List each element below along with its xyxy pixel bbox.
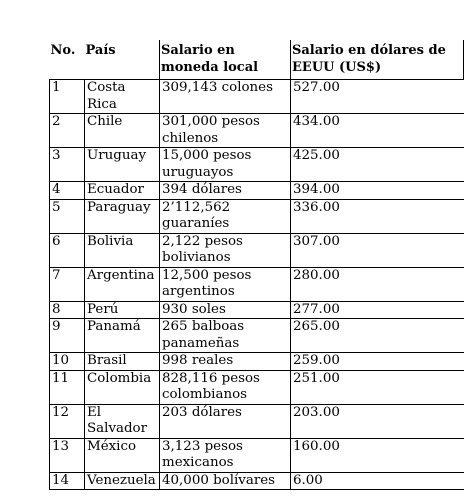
cell-local-salary: 2,122 pesos bolivianos	[160, 233, 291, 267]
cell-no: 8	[50, 301, 85, 319]
cell-usd-salary: 434.00	[291, 114, 464, 148]
cell-country: Bolivia	[85, 233, 160, 267]
cell-usd-salary: 6.00	[291, 472, 464, 490]
cell-usd-salary: 527.00	[291, 80, 464, 114]
cell-country: Uruguay	[85, 148, 160, 182]
table-header	[50, 40, 464, 80]
table-row	[50, 233, 464, 267]
cell-country: Paraguay	[85, 199, 160, 233]
cell-no: 1	[50, 80, 85, 114]
cell-usd-salary: 203.00	[291, 404, 464, 438]
cell-usd-salary: 265.00	[291, 319, 464, 353]
cell-local-salary: 265 balboas panameñas	[160, 319, 291, 353]
cell-country: México	[85, 438, 160, 472]
cell-country: Brasil	[85, 353, 160, 371]
cell-no: 7	[50, 267, 85, 301]
cell-usd-salary: 251.00	[291, 370, 464, 404]
cell-no: 9	[50, 319, 85, 353]
table-row	[50, 404, 464, 438]
cell-usd-salary: 336.00	[291, 199, 464, 233]
table-row	[50, 319, 464, 353]
cell-usd-salary: 280.00	[291, 267, 464, 301]
cell-local-salary: 203 dólares	[160, 404, 291, 438]
cell-country: El Salvador	[85, 404, 160, 438]
cell-no: 2	[50, 114, 85, 148]
table-row	[50, 80, 464, 114]
table-row	[50, 114, 464, 148]
cell-no: 6	[50, 233, 85, 267]
table-row	[50, 438, 464, 472]
cell-country: Venezuela	[85, 472, 160, 490]
header-no: No.	[50, 43, 76, 58]
cell-no: 3	[50, 148, 85, 182]
cell-usd-salary: 307.00	[291, 233, 464, 267]
cell-no: 5	[50, 199, 85, 233]
cell-local-salary: 15,000 pesos uruguayos	[160, 148, 291, 182]
cell-usd-salary: 425.00	[291, 148, 464, 182]
cell-country: Perú	[85, 301, 160, 319]
table-row	[50, 370, 464, 404]
cell-local-salary: 40,000 bolívares	[160, 472, 291, 490]
cell-local-salary: 309,143 colones	[160, 80, 291, 114]
cell-local-salary: 998 reales	[160, 353, 291, 371]
cell-no: 14	[50, 472, 85, 490]
cell-usd-salary: 277.00	[291, 301, 464, 319]
table-row	[50, 301, 464, 319]
cell-country: Chile	[85, 114, 160, 148]
cell-no: 12	[50, 404, 85, 438]
header-usd-salary: Salario en dólares de EEUU (US$)	[291, 40, 464, 80]
header-row	[50, 40, 464, 80]
salary-table	[49, 40, 464, 490]
cell-local-salary: 394 dólares	[160, 182, 291, 200]
table-body	[50, 80, 464, 490]
cell-country: Costa Rica	[85, 80, 160, 114]
table-row	[50, 472, 464, 490]
cell-local-salary: 12,500 pesos argentinos	[160, 267, 291, 301]
header-country: País	[85, 43, 116, 58]
cell-usd-salary: 259.00	[291, 353, 464, 371]
cell-country: Colombia	[85, 370, 160, 404]
table-row	[50, 353, 464, 371]
header-local-salary: Salario en moneda local	[160, 40, 291, 80]
cell-country: Ecuador	[85, 182, 160, 200]
cell-usd-salary: 394.00	[291, 182, 464, 200]
cell-local-salary: 2’112,562 guaraníes	[160, 199, 291, 233]
cell-no: 4	[50, 182, 85, 200]
cell-no: 13	[50, 438, 85, 472]
table-row	[50, 148, 464, 182]
cell-local-salary: 828,116 pesos colombianos	[160, 370, 291, 404]
table-row	[50, 267, 464, 301]
table-row	[50, 182, 464, 200]
cell-country: Panamá	[85, 319, 160, 353]
cell-local-salary: 3,123 pesos mexicanos	[160, 438, 291, 472]
table-row	[50, 199, 464, 233]
cell-local-salary: 301,000 pesos chilenos	[160, 114, 291, 148]
cell-local-salary: 930 soles	[160, 301, 291, 319]
cell-country: Argentina	[85, 267, 160, 301]
cell-usd-salary: 160.00	[291, 438, 464, 472]
cell-no: 10	[50, 353, 85, 371]
cell-no: 11	[50, 370, 85, 404]
